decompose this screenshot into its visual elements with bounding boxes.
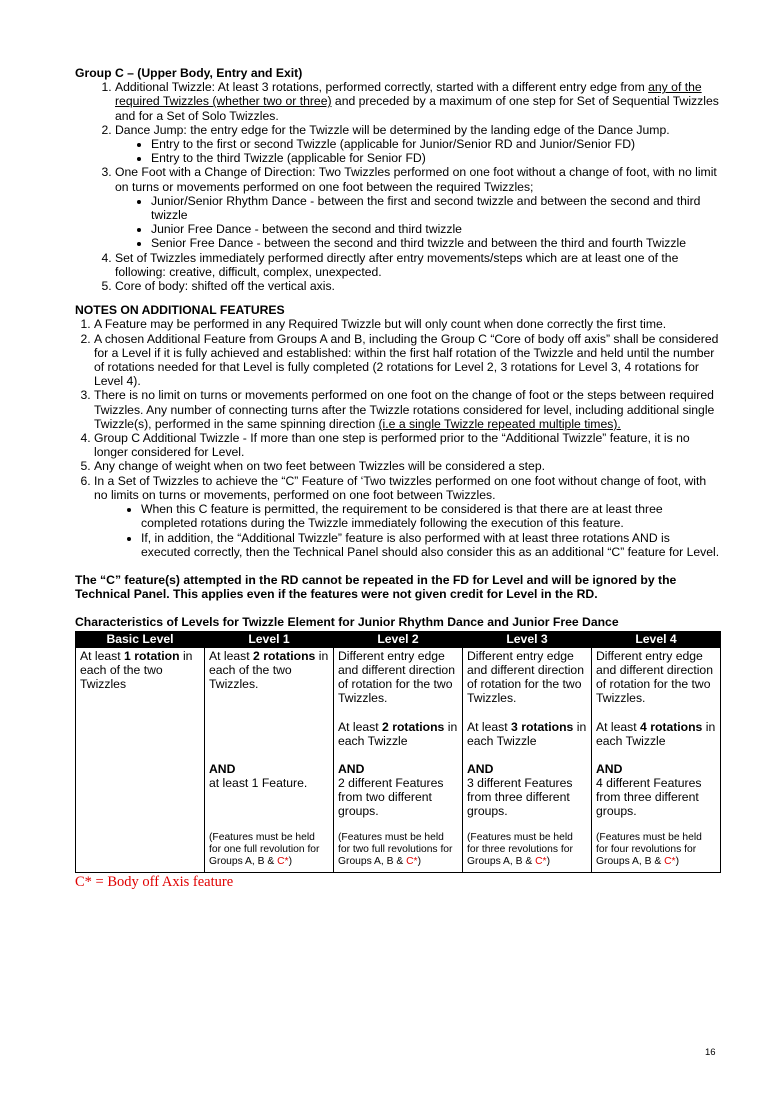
bullet-item: • When this C feature is permitted, the requirement to be considered is that there are at least three completed rotations during the Twizzle immediately following the execution of this feature. (141, 502, 720, 530)
feature-note (467, 832, 587, 869)
list-item (115, 165, 720, 250)
cell-text-bold: 2 rotations (382, 719, 445, 734)
footnote: C* = Body off Axis feature (75, 874, 234, 891)
note-end: ) (288, 856, 292, 868)
column-header: Level 4 (592, 631, 721, 647)
levels-table (75, 631, 721, 874)
note-c: C* (664, 856, 676, 868)
level-3-cell (463, 647, 592, 873)
notes-heading: NOTES ON ADDITIONAL FEATURES (75, 303, 285, 318)
list-item: 5. Any change of weight when on two feet between Twizzles will be considered a step. (94, 459, 720, 473)
bullet-item: • Entry to the first or second Twizzle (applicable for Junior/Senior RD and Junior/Senior FD) (151, 137, 720, 151)
cell-text: At least (338, 719, 383, 734)
list-item (94, 388, 720, 431)
table-header-row (76, 631, 721, 647)
cell-text: in each of the two Twizzles. (209, 648, 329, 691)
cell-text-bold: 4 rotations (640, 719, 703, 734)
note-end: ) (675, 856, 679, 868)
list-item (115, 123, 720, 166)
item-text: There is no limit on turns or movements performed on one foot on the change of foot or the steps between required Twizzles. Any number of connecting turns after the Twizzle rotations considered for level, including additional single Twizzle(s), performed in the same spinning direction (94, 388, 715, 431)
bullet-item: • Entry to the third Twizzle (applicable for Senior FD) (151, 151, 720, 165)
cell-text: At least (209, 648, 254, 663)
table-row (76, 647, 721, 873)
list-item: 4. Set of Twizzles immediately performed directly after entry movements/steps which are at least one of the following: creative, difficult, complex, unexpected. (115, 251, 720, 279)
note-end: ) (417, 856, 421, 868)
bullet-item: • Junior/Senior Rhythm Dance - between the first and second twizzle and between the second and third twizzle (151, 194, 720, 222)
cell-text: At least (467, 719, 512, 734)
feature-note (209, 832, 329, 869)
level-1-cell (205, 647, 334, 873)
note-text: (Features must be held for two full revolutions for Groups A, B & (338, 831, 453, 868)
cell-text: in each Twizzle (596, 719, 716, 748)
item-text: One Foot with a Change of Direction: Two Twizzles performed on one foot without a change of foot, with no limit on turns or movements performed on one foot between the required Twizzles; (115, 165, 717, 194)
table-caption: Characteristics of Levels for Twizzle Element for Junior Rhythm Dance and Junior Free Dance (75, 615, 619, 630)
column-header: Level 2 (334, 631, 463, 647)
note-end: ) (546, 856, 550, 868)
underlined-text: any of the required Twizzles (whether two or three) (115, 80, 702, 109)
feature-note (596, 832, 716, 869)
item-text: Additional Twizzle: At least 3 rotations, performed correctly, started with a different entry edge from (115, 80, 649, 95)
feature-text: 2 different Features from two different groups. (338, 775, 444, 819)
group-c-heading: Group C – (Upper Body, Entry and Exit) (75, 66, 303, 80)
feature-text: at least 1 Feature. (209, 775, 308, 790)
note-c: C* (277, 856, 289, 868)
column-header: Level 3 (463, 631, 592, 647)
note-c: C* (535, 856, 547, 868)
note-c: C* (406, 856, 418, 868)
underlined-text: (i.e a single Twizzle repeated multiple times). (378, 416, 621, 431)
basic-level-cell (76, 647, 205, 873)
level-2-cell (334, 647, 463, 873)
cell-text-bold: 2 rotations (253, 648, 316, 663)
group-c-list (75, 80, 720, 293)
feature-text: 4 different Features from three different groups. (596, 775, 702, 819)
rotations-block (596, 720, 716, 762)
column-header: Basic Level (76, 631, 205, 647)
feature-text: 3 different Features from three different groups. (467, 775, 573, 819)
bullet-item: • Senior Free Dance - between the second and third twizzle and between the third and fourth Twizzle (151, 236, 720, 250)
rotations-block (338, 720, 458, 762)
page-number: 16 (705, 1047, 716, 1058)
cell-text-bold: 3 rotations (511, 719, 574, 734)
and-label: AND (209, 761, 236, 776)
feature-note (338, 832, 458, 869)
cell-text: in each of the two Twizzles (80, 648, 193, 691)
bullet-list (115, 194, 720, 251)
bullet-list (115, 137, 720, 165)
note-text: (Features must be held for three revolutions for Groups A, B & (467, 831, 573, 868)
direction-text: Different entry edge and different direction of rotation for the two Twizzles. (338, 648, 455, 706)
list-item: 5. Core of body: shifted off the vertical axis. (115, 279, 720, 293)
and-label: AND (467, 761, 494, 776)
column-header: Level 1 (205, 631, 334, 647)
page-content (75, 66, 720, 890)
list-item: 1. A Feature may be performed in any Required Twizzle but will only count when done correctly the first time. (94, 317, 720, 331)
bullet-list (94, 502, 720, 559)
level-4-cell (592, 647, 721, 873)
list-item (94, 474, 720, 559)
rotations-block (467, 720, 587, 762)
cell-text: in each Twizzle (338, 719, 458, 748)
cell-text: At least (596, 719, 641, 734)
bullet-item: • Junior Free Dance - between the second and third twizzle (151, 222, 720, 236)
notes-list (75, 317, 720, 558)
list-item: 2. A chosen Additional Feature from Groups A and B, including the Group C “Core of body off axis” shall be considered for a Level if it is fully achieved and established: within the first half rotation of the Twizzle and held until the number of rotations needed for that Level is fully completed (2 rotations for Level 2, 3 rotations for Level 3, 4 rotations for Level 4). (94, 332, 720, 389)
item-text: In a Set of Twizzles to achieve the “C” Feature of ‘Two twizzles performed on one foot without change of foot, with no limits on turns or movements, performed on one foot between Twizzles. (94, 473, 707, 502)
note-text: (Features must be held for one full revolution for Groups A, B & (209, 831, 320, 868)
direction-text: Different entry edge and different direction of rotation for the two Twizzles. (596, 648, 713, 706)
rotations-block (209, 649, 329, 762)
cell-text-bold: 1 rotation (124, 648, 180, 663)
and-label: AND (338, 761, 365, 776)
bullet-item: • If, in addition, the “Additional Twizzle” feature is also performed with at least three rotations AND is executed correctly, then the Technical Panel should also consider this as an additional “C” feature for Level. (141, 531, 720, 559)
cell-text: At least (80, 648, 125, 663)
direction-text: Different entry edge and different direction of rotation for the two Twizzles. (467, 648, 584, 706)
cell-text: in each Twizzle (467, 719, 587, 748)
list-item (115, 80, 720, 123)
item-text: Dance Jump: the entry edge for the Twizzle will be determined by the landing edge of the Dance Jump. (115, 122, 670, 137)
note-text: (Features must be held for four revolutions for Groups A, B & (596, 831, 702, 868)
and-label: AND (596, 761, 623, 776)
item-text: and preceded by a maximum of one step for Set of Sequential Twizzles and for a Set of Solo Twizzles. (115, 94, 719, 123)
list-item: 4. Group C Additional Twizzle - If more than one step is performed prior to the “Additional Twizzle” feature, it is no longer considered for Level. (94, 431, 720, 459)
warning-text: The “C” feature(s) attempted in the RD cannot be repeated in the FD for Level and will be ignored by the Technical Panel. This applies even if the features were not given credit for Level in the RD. (75, 572, 677, 602)
